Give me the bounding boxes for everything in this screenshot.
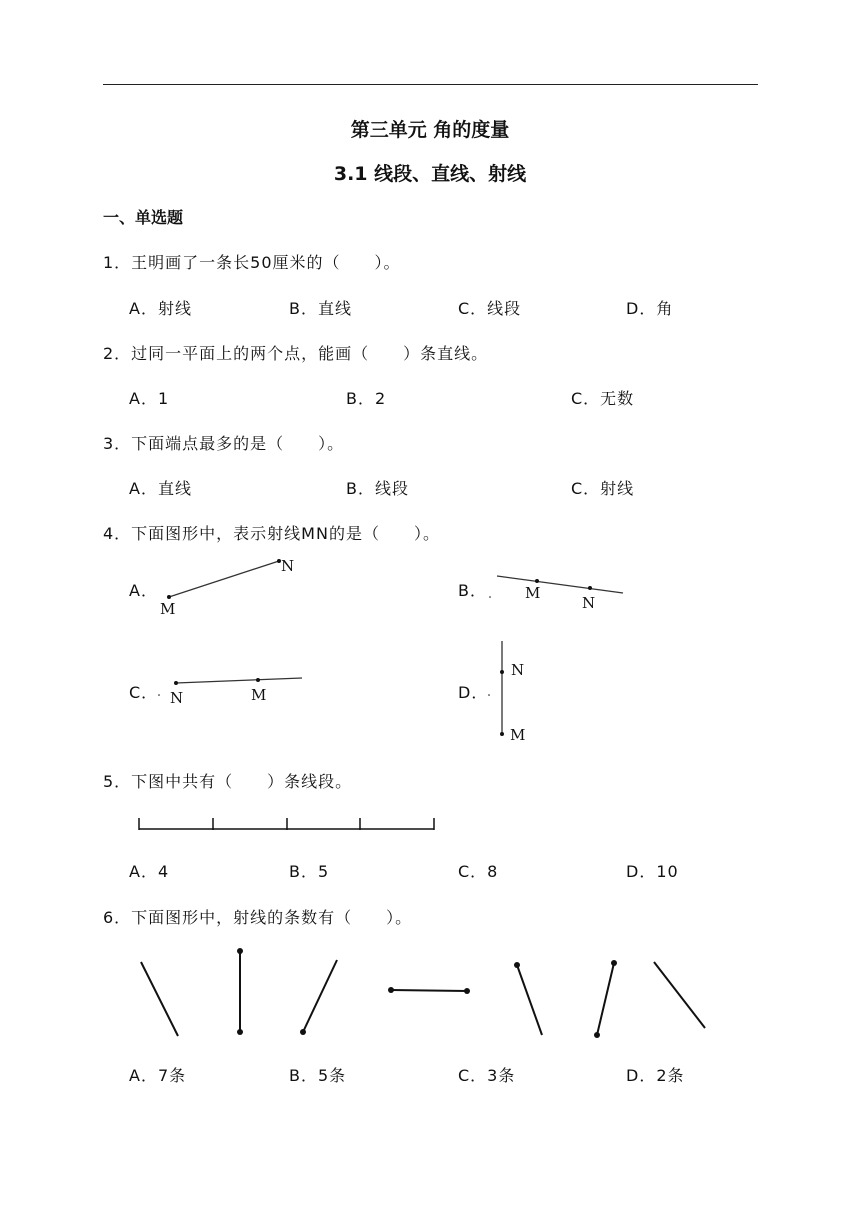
q4-option-d[interactable]: D． bbox=[458, 683, 489, 702]
q6-option-b[interactable]: B．5条 bbox=[289, 1066, 347, 1085]
q4d-label-m: M bbox=[510, 726, 526, 744]
q4-option-c[interactable]: C． bbox=[129, 683, 159, 702]
q4a-label-m: M bbox=[160, 600, 176, 618]
question-4-stem: 4．下面图形中，表示射线MN的是（ ）。 bbox=[103, 524, 440, 543]
q6-figure-4 bbox=[388, 987, 470, 994]
q1-option-a[interactable]: A．射线 bbox=[129, 299, 192, 318]
q4c-label-m: M bbox=[251, 686, 267, 704]
q4a-label-n: N bbox=[281, 557, 295, 575]
q4d-label-n: N bbox=[511, 661, 525, 679]
q4b-label-n: N bbox=[582, 594, 596, 612]
section-title: 一、单选题 bbox=[103, 208, 184, 227]
lesson-title: 3.1 线段、直线、射线 bbox=[333, 163, 527, 185]
q2-option-a[interactable]: A．1 bbox=[129, 389, 170, 408]
q6-option-a[interactable]: A．7条 bbox=[129, 1066, 187, 1085]
unit-title: 第三单元 角的度量 bbox=[350, 119, 510, 141]
q3-option-b[interactable]: B．线段 bbox=[346, 479, 409, 498]
q5-option-b[interactable]: B．5 bbox=[289, 862, 330, 881]
q6-figure-2 bbox=[237, 948, 243, 1035]
q1-option-d[interactable]: D．角 bbox=[626, 299, 674, 318]
question-3-stem: 3．下面端点最多的是（ ）。 bbox=[103, 434, 345, 453]
q6-option-c[interactable]: C．3条 bbox=[458, 1066, 516, 1085]
q6-figure-6 bbox=[594, 960, 617, 1038]
question-2-stem: 2．过同一平面上的两个点，能画（ ）条直线。 bbox=[103, 344, 489, 363]
question-6-stem: 6．下面图形中，射线的条数有（ ）。 bbox=[103, 908, 413, 927]
q4-option-b[interactable]: B． bbox=[458, 581, 487, 600]
q1-option-c[interactable]: C．线段 bbox=[458, 299, 522, 318]
q3-option-a[interactable]: A．直线 bbox=[129, 479, 192, 498]
q4b-label-m: M bbox=[525, 584, 541, 602]
question-1-stem: 1．王明画了一条长50厘米的（ ）。 bbox=[103, 253, 401, 272]
q6-figure-5 bbox=[514, 962, 542, 1035]
q6-option-d[interactable]: D．2条 bbox=[626, 1066, 685, 1085]
q2-option-c[interactable]: C．无数 bbox=[571, 389, 635, 408]
q6-figure-3 bbox=[300, 960, 337, 1035]
q6-figure-7 bbox=[654, 962, 705, 1028]
q5-option-a[interactable]: A．4 bbox=[129, 862, 170, 881]
q3-option-c[interactable]: C．射线 bbox=[571, 479, 635, 498]
q6-figure-1 bbox=[141, 962, 178, 1036]
q5-option-d[interactable]: D．10 bbox=[626, 862, 679, 881]
q4c-label-n: N bbox=[170, 689, 184, 707]
q1-option-b[interactable]: B．直线 bbox=[289, 299, 352, 318]
q4-option-a[interactable]: A． bbox=[129, 581, 158, 600]
q5-option-c[interactable]: C．8 bbox=[458, 862, 499, 881]
question-5-stem: 5．下图中共有（ ）条线段。 bbox=[103, 772, 353, 791]
q2-option-b[interactable]: B．2 bbox=[346, 389, 387, 408]
